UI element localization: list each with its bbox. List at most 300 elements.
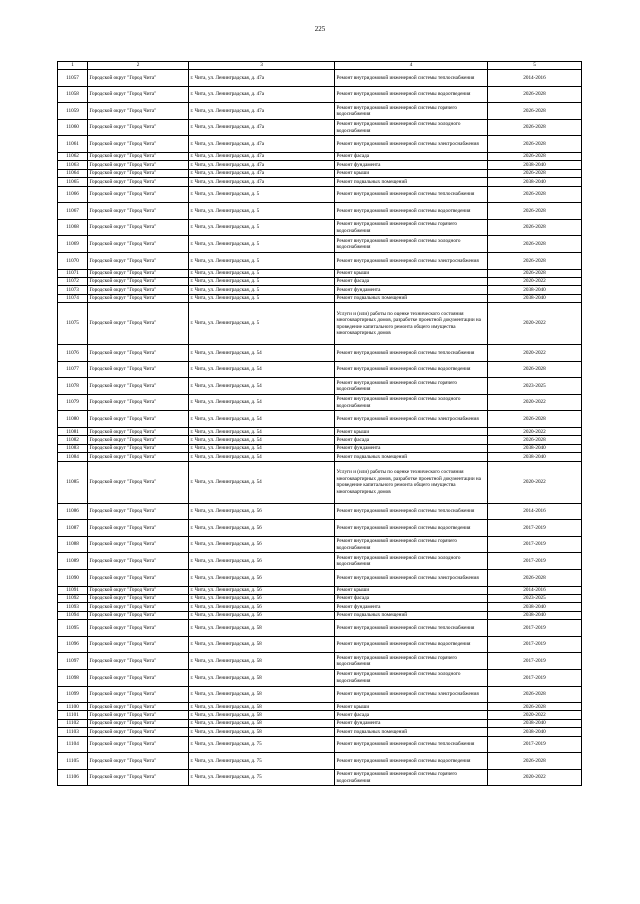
municipality: Городской округ "Город Чита" bbox=[88, 294, 189, 302]
period: 2026-2028 bbox=[488, 86, 582, 103]
period: 2017-2019 bbox=[488, 736, 582, 753]
municipality: Городской округ "Город Чита" bbox=[88, 186, 189, 203]
work-type: Ремонт внутридомовой инженерной системы водоотведения bbox=[335, 86, 488, 103]
work-type: Ремонт внутридомовой инженерной системы горячего водоснабжения bbox=[335, 378, 488, 395]
municipality: Городской округ "Город Чита" bbox=[88, 286, 189, 294]
column-header: 5 bbox=[488, 62, 582, 70]
address: г. Чита, ул. Ленинградская, д. 54 bbox=[189, 378, 335, 395]
row-number: 11062 bbox=[58, 152, 88, 160]
column-header: 2 bbox=[88, 62, 189, 70]
address: г. Чита, ул. Ленинградская, д. 5 bbox=[189, 186, 335, 203]
table-row bbox=[58, 169, 582, 177]
table-row bbox=[58, 736, 582, 753]
period: 2038-2040 bbox=[488, 444, 582, 452]
municipality: Городской округ "Город Чита" bbox=[88, 536, 189, 553]
work-type: Ремонт фасада bbox=[335, 594, 488, 602]
municipality: Городской округ "Город Чита" bbox=[88, 103, 189, 120]
period: 2026-2028 bbox=[488, 686, 582, 703]
work-type: Услуги и (или) работы по оценке технического состояния многоквартирных домов, разработке проектной документации на проведение капитального ремонта общего имущества многоквартирных домов bbox=[335, 461, 488, 503]
address: г. Чита, ул. Ленинградская, д. 54 bbox=[189, 411, 335, 428]
period: 2038-2040 bbox=[488, 178, 582, 186]
address: г. Чита, ул. Ленинградская, д. 56 bbox=[189, 553, 335, 570]
period: 2026-2028 bbox=[488, 411, 582, 428]
address: г. Чита, ул. Ленинградская, д. 5 bbox=[189, 286, 335, 294]
address: г. Чита, ул. Ленинградская, д. 47а bbox=[189, 152, 335, 160]
table-row bbox=[58, 303, 582, 345]
municipality: Городской округ "Город Чита" bbox=[88, 161, 189, 169]
row-number: 11102 bbox=[58, 719, 88, 727]
period: 2026-2028 bbox=[488, 236, 582, 253]
address: г. Чита, ул. Ленинградская, д. 5 bbox=[189, 294, 335, 302]
row-number: 11061 bbox=[58, 136, 88, 153]
row-number: 11094 bbox=[58, 611, 88, 619]
row-number: 11057 bbox=[58, 70, 88, 87]
municipality: Городской округ "Город Чита" bbox=[88, 136, 189, 153]
period: 2038-2040 bbox=[488, 728, 582, 736]
work-type: Ремонт внутридомовой инженерной системы теплоснабжения bbox=[335, 736, 488, 753]
header-row bbox=[58, 62, 582, 70]
municipality: Городской округ "Город Чита" bbox=[88, 711, 189, 719]
row-number: 11073 bbox=[58, 286, 88, 294]
row-number: 11105 bbox=[58, 753, 88, 770]
row-number: 11080 bbox=[58, 411, 88, 428]
municipality: Городской округ "Город Чита" bbox=[88, 70, 189, 87]
municipality: Городской округ "Город Чита" bbox=[88, 394, 189, 411]
period: 2026-2028 bbox=[488, 219, 582, 236]
address: г. Чита, ул. Ленинградская, д. 47а bbox=[189, 178, 335, 186]
work-type: Ремонт подвальных помещений bbox=[335, 611, 488, 619]
municipality: Городской округ "Город Чита" bbox=[88, 461, 189, 503]
work-type: Ремонт фундамента bbox=[335, 603, 488, 611]
work-type: Ремонт внутридомовой инженерной системы электроснабжения bbox=[335, 569, 488, 586]
row-number: 11095 bbox=[58, 620, 88, 637]
municipality: Городской округ "Город Чита" bbox=[88, 686, 189, 703]
period: 2038-2040 bbox=[488, 294, 582, 302]
work-type: Ремонт фасада bbox=[335, 711, 488, 719]
period: 2038-2040 bbox=[488, 453, 582, 461]
period: 2020-2022 bbox=[488, 345, 582, 362]
period: 2014-2016 bbox=[488, 70, 582, 87]
municipality: Городской округ "Город Чита" bbox=[88, 178, 189, 186]
row-number: 11068 bbox=[58, 219, 88, 236]
address: г. Чита, ул. Ленинградская, д. 75 bbox=[189, 736, 335, 753]
municipality: Городской округ "Город Чита" bbox=[88, 728, 189, 736]
work-type: Ремонт внутридомовой инженерной системы горячего водоснабжения bbox=[335, 103, 488, 120]
address: г. Чита, ул. Ленинградская, д. 58 bbox=[189, 669, 335, 686]
period: 2020-2022 bbox=[488, 711, 582, 719]
municipality: Городской округ "Город Чита" bbox=[88, 520, 189, 537]
address: г. Чита, ул. Ленинградская, д. 54 bbox=[189, 453, 335, 461]
row-number: 11081 bbox=[58, 428, 88, 436]
row-number: 11079 bbox=[58, 394, 88, 411]
row-number: 11084 bbox=[58, 453, 88, 461]
work-type: Ремонт внутридомовой инженерной системы горячего водоснабжения bbox=[335, 653, 488, 670]
table-row bbox=[58, 444, 582, 452]
address: г. Чита, ул. Ленинградская, д. 56 bbox=[189, 536, 335, 553]
address: г. Чита, ул. Ленинградская, д. 5 bbox=[189, 303, 335, 345]
period: 2026-2028 bbox=[488, 186, 582, 203]
row-number: 11083 bbox=[58, 444, 88, 452]
address: г. Чита, ул. Ленинградская, д. 54 bbox=[189, 428, 335, 436]
period: 2038-2040 bbox=[488, 611, 582, 619]
period: 2017-2019 bbox=[488, 669, 582, 686]
period: 2023-2025 bbox=[488, 594, 582, 602]
table-row bbox=[58, 345, 582, 362]
municipality: Городской округ "Город Чита" bbox=[88, 345, 189, 362]
period: 2038-2040 bbox=[488, 603, 582, 611]
work-type: Ремонт крыши bbox=[335, 169, 488, 177]
address: г. Чита, ул. Ленинградская, д. 58 bbox=[189, 620, 335, 637]
work-type: Ремонт фасада bbox=[335, 277, 488, 285]
row-number: 11091 bbox=[58, 586, 88, 594]
row-number: 11096 bbox=[58, 636, 88, 653]
work-type: Ремонт фундамента bbox=[335, 161, 488, 169]
table-row bbox=[58, 611, 582, 619]
work-type: Ремонт фундамента bbox=[335, 286, 488, 294]
work-type: Ремонт внутридомовой инженерной системы водоотведения bbox=[335, 636, 488, 653]
address: г. Чита, ул. Ленинградская, д. 47а bbox=[189, 169, 335, 177]
work-type: Ремонт подвальных помещений bbox=[335, 453, 488, 461]
row-number: 11087 bbox=[58, 520, 88, 537]
address: г. Чита, ул. Ленинградская, д. 47а bbox=[189, 86, 335, 103]
row-number: 11059 bbox=[58, 103, 88, 120]
row-number: 11067 bbox=[58, 203, 88, 220]
table-row bbox=[58, 453, 582, 461]
period: 2017-2019 bbox=[488, 553, 582, 570]
address: г. Чита, ул. Ленинградская, д. 56 bbox=[189, 586, 335, 594]
municipality: Городской округ "Город Чита" bbox=[88, 653, 189, 670]
address: г. Чита, ул. Ленинградская, д. 56 bbox=[189, 520, 335, 537]
work-type: Ремонт фундамента bbox=[335, 444, 488, 452]
table-row bbox=[58, 277, 582, 285]
work-type: Ремонт внутридомовой инженерной системы горячего водоснабжения bbox=[335, 219, 488, 236]
table-row bbox=[58, 236, 582, 253]
table-row bbox=[58, 203, 582, 220]
row-number: 11065 bbox=[58, 178, 88, 186]
work-type: Ремонт крыши bbox=[335, 269, 488, 277]
row-number: 11089 bbox=[58, 553, 88, 570]
table-row bbox=[58, 703, 582, 711]
municipality: Городской округ "Город Чита" bbox=[88, 636, 189, 653]
period: 2020-2022 bbox=[488, 277, 582, 285]
row-number: 11099 bbox=[58, 686, 88, 703]
table-row bbox=[58, 394, 582, 411]
municipality: Городской округ "Город Чита" bbox=[88, 703, 189, 711]
column-header: 1 bbox=[58, 62, 88, 70]
table-row bbox=[58, 86, 582, 103]
row-number: 11064 bbox=[58, 169, 88, 177]
period: 2014-2016 bbox=[488, 586, 582, 594]
period: 2026-2028 bbox=[488, 436, 582, 444]
period: 2017-2019 bbox=[488, 620, 582, 637]
work-type: Ремонт внутридомовой инженерной системы холодного водоснабжения bbox=[335, 394, 488, 411]
work-type: Ремонт внутридомовой инженерной системы холодного водоснабжения bbox=[335, 236, 488, 253]
table-row bbox=[58, 669, 582, 686]
period: 2026-2028 bbox=[488, 361, 582, 378]
municipality: Городской округ "Город Чита" bbox=[88, 586, 189, 594]
municipality: Городской округ "Город Чита" bbox=[88, 252, 189, 269]
table-row bbox=[58, 769, 582, 786]
row-number: 11093 bbox=[58, 603, 88, 611]
table-row bbox=[58, 186, 582, 203]
address: г. Чита, ул. Ленинградская, д. 56 bbox=[189, 603, 335, 611]
table-body bbox=[58, 70, 582, 786]
work-type: Ремонт внутридомовой инженерной системы теплоснабжения bbox=[335, 620, 488, 637]
table-row bbox=[58, 711, 582, 719]
row-number: 11088 bbox=[58, 536, 88, 553]
table-row bbox=[58, 119, 582, 136]
period: 2038-2040 bbox=[488, 286, 582, 294]
period: 2026-2028 bbox=[488, 169, 582, 177]
work-type: Ремонт внутридомовой инженерной системы теплоснабжения bbox=[335, 70, 488, 87]
period: 2023-2025 bbox=[488, 378, 582, 395]
row-number: 11076 bbox=[58, 345, 88, 362]
period: 2026-2028 bbox=[488, 269, 582, 277]
municipality: Городской округ "Город Чита" bbox=[88, 503, 189, 520]
work-type: Ремонт внутридомовой инженерной системы электроснабжения bbox=[335, 252, 488, 269]
table-row bbox=[58, 586, 582, 594]
address: г. Чита, ул. Ленинградская, д. 47а bbox=[189, 136, 335, 153]
period: 2017-2019 bbox=[488, 653, 582, 670]
municipality: Городской округ "Город Чита" bbox=[88, 411, 189, 428]
work-type: Ремонт внутридомовой инженерной системы теплоснабжения bbox=[335, 186, 488, 203]
municipality: Городской округ "Город Чита" bbox=[88, 236, 189, 253]
municipality: Городской округ "Город Чита" bbox=[88, 361, 189, 378]
row-number: 11103 bbox=[58, 728, 88, 736]
address: г. Чита, ул. Ленинградская, д. 56 bbox=[189, 569, 335, 586]
table-row bbox=[58, 269, 582, 277]
table-row bbox=[58, 461, 582, 503]
row-number: 11069 bbox=[58, 236, 88, 253]
work-type: Ремонт внутридомовой инженерной системы водоотведения bbox=[335, 753, 488, 770]
municipality: Городской округ "Город Чита" bbox=[88, 620, 189, 637]
municipality: Городской округ "Город Чита" bbox=[88, 569, 189, 586]
address: г. Чита, ул. Ленинградская, д. 5 bbox=[189, 219, 335, 236]
municipality: Городской округ "Город Чита" bbox=[88, 277, 189, 285]
row-number: 11078 bbox=[58, 378, 88, 395]
municipality: Городской округ "Город Чита" bbox=[88, 553, 189, 570]
address: г. Чита, ул. Ленинградская, д. 58 bbox=[189, 703, 335, 711]
work-type: Ремонт внутридомовой инженерной системы горячего водоснабжения bbox=[335, 536, 488, 553]
table-row bbox=[58, 653, 582, 670]
address: г. Чита, ул. Ленинградская, д. 56 bbox=[189, 594, 335, 602]
period: 2020-2022 bbox=[488, 461, 582, 503]
address: г. Чита, ул. Ленинградская, д. 5 bbox=[189, 269, 335, 277]
address: г. Чита, ул. Ленинградская, д. 54 bbox=[189, 444, 335, 452]
period: 2026-2028 bbox=[488, 569, 582, 586]
table-row bbox=[58, 536, 582, 553]
address: г. Чита, ул. Ленинградская, д. 54 bbox=[189, 461, 335, 503]
period: 2026-2028 bbox=[488, 203, 582, 220]
table-row bbox=[58, 361, 582, 378]
table-row bbox=[58, 294, 582, 302]
municipality: Городской округ "Город Чита" bbox=[88, 594, 189, 602]
table-row bbox=[58, 286, 582, 294]
address: г. Чита, ул. Ленинградская, д. 58 bbox=[189, 653, 335, 670]
row-number: 11060 bbox=[58, 119, 88, 136]
row-number: 11075 bbox=[58, 303, 88, 345]
address: г. Чита, ул. Ленинградская, д. 56 bbox=[189, 611, 335, 619]
row-number: 11071 bbox=[58, 269, 88, 277]
work-type: Ремонт подвальных помещений bbox=[335, 178, 488, 186]
table-row bbox=[58, 378, 582, 395]
work-type: Ремонт крыши bbox=[335, 586, 488, 594]
table-row bbox=[58, 136, 582, 153]
work-type: Ремонт подвальных помещений bbox=[335, 294, 488, 302]
table-row bbox=[58, 178, 582, 186]
period: 2026-2028 bbox=[488, 252, 582, 269]
municipality: Городской округ "Город Чита" bbox=[88, 453, 189, 461]
address: г. Чита, ул. Ленинградская, д. 54 bbox=[189, 436, 335, 444]
row-number: 11063 bbox=[58, 161, 88, 169]
municipality: Городской округ "Город Чита" bbox=[88, 736, 189, 753]
work-type: Услуги и (или) работы по оценке технического состояния многоквартирных домов, разработке проектной документации на проведение капитального ремонта общего имущества многоквартирных домов bbox=[335, 303, 488, 345]
period: 2026-2028 bbox=[488, 119, 582, 136]
work-type: Ремонт внутридомовой инженерной системы электроснабжения bbox=[335, 411, 488, 428]
period: 2026-2028 bbox=[488, 703, 582, 711]
municipality: Городской округ "Город Чита" bbox=[88, 436, 189, 444]
row-number: 11058 bbox=[58, 86, 88, 103]
address: г. Чита, ул. Ленинградская, д. 47а bbox=[189, 161, 335, 169]
work-type: Ремонт фасада bbox=[335, 152, 488, 160]
period: 2026-2028 bbox=[488, 103, 582, 120]
address: г. Чита, ул. Ленинградская, д. 58 bbox=[189, 686, 335, 703]
address: г. Чита, ул. Ленинградская, д. 58 bbox=[189, 728, 335, 736]
column-header: 4 bbox=[335, 62, 488, 70]
municipality: Городской округ "Город Чита" bbox=[88, 303, 189, 345]
table-row bbox=[58, 753, 582, 770]
municipality: Городской округ "Город Чита" bbox=[88, 86, 189, 103]
table-row bbox=[58, 553, 582, 570]
row-number: 11074 bbox=[58, 294, 88, 302]
municipality: Городской округ "Город Чита" bbox=[88, 719, 189, 727]
municipality: Городской округ "Город Чита" bbox=[88, 603, 189, 611]
row-number: 11101 bbox=[58, 711, 88, 719]
table-row bbox=[58, 436, 582, 444]
address: г. Чита, ул. Ленинградская, д. 58 bbox=[189, 711, 335, 719]
period: 2020-2022 bbox=[488, 303, 582, 345]
municipality: Городской округ "Город Чита" bbox=[88, 669, 189, 686]
row-number: 11070 bbox=[58, 252, 88, 269]
table-row bbox=[58, 719, 582, 727]
work-type: Ремонт внутридомовой инженерной системы холодного водоснабжения bbox=[335, 669, 488, 686]
table-row bbox=[58, 520, 582, 537]
table-row bbox=[58, 620, 582, 637]
table-row bbox=[58, 594, 582, 602]
address: г. Чита, ул. Ленинградская, д. 54 bbox=[189, 361, 335, 378]
row-number: 11100 bbox=[58, 703, 88, 711]
address: г. Чита, ул. Ленинградская, д. 75 bbox=[189, 753, 335, 770]
work-type: Ремонт внутридомовой инженерной системы теплоснабжения bbox=[335, 503, 488, 520]
period: 2020-2022 bbox=[488, 394, 582, 411]
municipality: Городской округ "Город Чита" bbox=[88, 378, 189, 395]
address: г. Чита, ул. Ленинградская, д. 47а bbox=[189, 70, 335, 87]
period: 2038-2040 bbox=[488, 719, 582, 727]
work-type: Ремонт внутридомовой инженерной системы водоотведения bbox=[335, 361, 488, 378]
row-number: 11092 bbox=[58, 594, 88, 602]
table-row bbox=[58, 636, 582, 653]
table-row bbox=[58, 70, 582, 87]
period: 2014-2016 bbox=[488, 503, 582, 520]
municipality: Городской округ "Город Чита" bbox=[88, 169, 189, 177]
period: 2026-2028 bbox=[488, 753, 582, 770]
work-type: Ремонт внутридомовой инженерной системы водоотведения bbox=[335, 203, 488, 220]
work-type: Ремонт фасада bbox=[335, 436, 488, 444]
work-type: Ремонт внутридомовой инженерной системы горячего водоснабжения bbox=[335, 769, 488, 786]
table-row bbox=[58, 728, 582, 736]
table-row bbox=[58, 603, 582, 611]
address: г. Чита, ул. Ленинградская, д. 58 bbox=[189, 636, 335, 653]
table-row bbox=[58, 152, 582, 160]
row-number: 11066 bbox=[58, 186, 88, 203]
table-row bbox=[58, 428, 582, 436]
municipality: Городской округ "Город Чита" bbox=[88, 444, 189, 452]
period: 2020-2022 bbox=[488, 769, 582, 786]
work-type: Ремонт подвальных помещений bbox=[335, 728, 488, 736]
work-type: Ремонт фундамента bbox=[335, 719, 488, 727]
work-type: Ремонт внутридомовой инженерной системы холодного водоснабжения bbox=[335, 553, 488, 570]
municipality: Городской округ "Город Чита" bbox=[88, 753, 189, 770]
column-header: 3 bbox=[189, 62, 335, 70]
municipality: Городской округ "Город Чита" bbox=[88, 152, 189, 160]
period: 2017-2019 bbox=[488, 636, 582, 653]
table-row bbox=[58, 503, 582, 520]
row-number: 11082 bbox=[58, 436, 88, 444]
table-row bbox=[58, 686, 582, 703]
period: 2017-2019 bbox=[488, 520, 582, 537]
table-row bbox=[58, 219, 582, 236]
municipality: Городской округ "Город Чита" bbox=[88, 769, 189, 786]
address: г. Чита, ул. Ленинградская, д. 56 bbox=[189, 503, 335, 520]
row-number: 11106 bbox=[58, 769, 88, 786]
address: г. Чита, ул. Ленинградская, д. 54 bbox=[189, 394, 335, 411]
address: г. Чита, ул. Ленинградская, д. 5 bbox=[189, 203, 335, 220]
capital-repair-table bbox=[57, 61, 582, 786]
municipality: Городской округ "Город Чита" bbox=[88, 428, 189, 436]
work-type: Ремонт внутридомовой инженерной системы электроснабжения bbox=[335, 686, 488, 703]
table-row bbox=[58, 252, 582, 269]
row-number: 11086 bbox=[58, 503, 88, 520]
row-number: 11104 bbox=[58, 736, 88, 753]
address: г. Чита, ул. Ленинградская, д. 47а bbox=[189, 103, 335, 120]
period: 2020-2022 bbox=[488, 428, 582, 436]
address: г. Чита, ул. Ленинградская, д. 75 bbox=[189, 769, 335, 786]
municipality: Городской округ "Город Чита" bbox=[88, 203, 189, 220]
work-type: Ремонт внутридомовой инженерной системы водоотведения bbox=[335, 520, 488, 537]
period: 2026-2028 bbox=[488, 152, 582, 160]
period: 2017-2019 bbox=[488, 536, 582, 553]
work-type: Ремонт внутридомовой инженерной системы теплоснабжения bbox=[335, 345, 488, 362]
work-type: Ремонт внутридомовой инженерной системы холодного водоснабжения bbox=[335, 119, 488, 136]
address: г. Чита, ул. Ленинградская, д. 5 bbox=[189, 236, 335, 253]
address: г. Чита, ул. Ленинградская, д. 47а bbox=[189, 119, 335, 136]
municipality: Городской округ "Город Чита" bbox=[88, 219, 189, 236]
period: 2038-2040 bbox=[488, 161, 582, 169]
row-number: 11072 bbox=[58, 277, 88, 285]
page-number: 225 bbox=[314, 25, 326, 33]
table-row bbox=[58, 161, 582, 169]
municipality: Городской округ "Город Чита" bbox=[88, 119, 189, 136]
work-type: Ремонт внутридомовой инженерной системы электроснабжения bbox=[335, 136, 488, 153]
work-type: Ремонт крыши bbox=[335, 703, 488, 711]
row-number: 11097 bbox=[58, 653, 88, 670]
address: г. Чита, ул. Ленинградская, д. 54 bbox=[189, 345, 335, 362]
address: г. Чита, ул. Ленинградская, д. 5 bbox=[189, 252, 335, 269]
municipality: Городской округ "Город Чита" bbox=[88, 611, 189, 619]
table-row bbox=[58, 103, 582, 120]
table-row bbox=[58, 569, 582, 586]
address: г. Чита, ул. Ленинградская, д. 58 bbox=[189, 719, 335, 727]
